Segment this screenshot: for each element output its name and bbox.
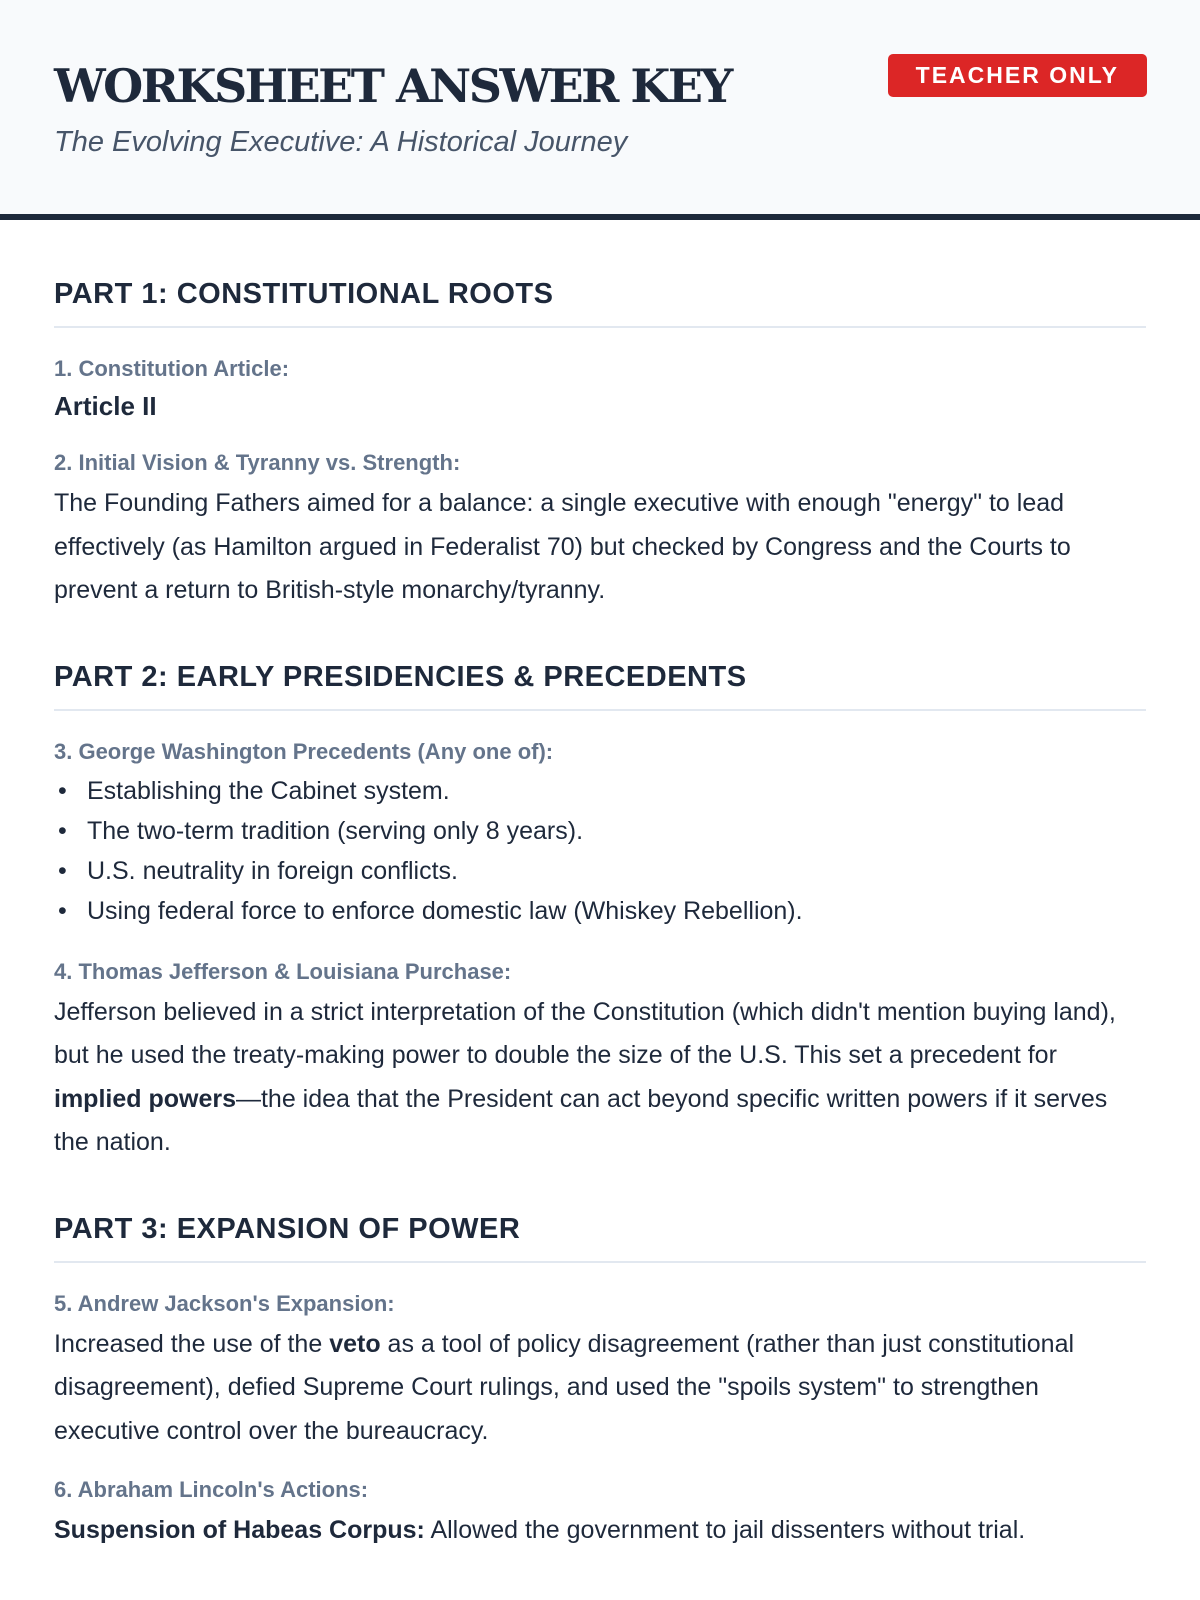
answer-key-content bbox=[0, 220, 1200, 1553]
question-label: 3. George Washington Precedents (Any one of): bbox=[54, 738, 554, 764]
page-subtitle: The Evolving Executive: A Historical Journey bbox=[54, 126, 628, 158]
answer-text: Article II bbox=[54, 391, 157, 421]
answer-emphasis: implied powers bbox=[54, 1084, 236, 1113]
list-item: • Establishing the Cabinet system. bbox=[54, 771, 1146, 811]
part-3-section bbox=[54, 1211, 1146, 1553]
question-label: 4. Thomas Jefferson & Louisiana Purchase: bbox=[54, 958, 512, 984]
part-heading: PART 3: EXPANSION OF POWER bbox=[54, 1211, 1146, 1263]
list-item: • Using federal force to enforce domestic law (Whiskey Rebellion). bbox=[54, 891, 1146, 931]
answer-emphasis: veto bbox=[329, 1329, 381, 1358]
question-label: 6. Abraham Lincoln's Actions: bbox=[54, 1477, 369, 1502]
list-item: • U.S. neutrality in foreign conflicts. bbox=[54, 851, 1146, 891]
answer-emphasis: Suspension of Habeas Corpus: bbox=[54, 1516, 425, 1544]
question-label: 5. Andrew Jackson's Expansion: bbox=[54, 1290, 395, 1316]
answer-text bbox=[54, 1323, 1146, 1454]
page-title: WORKSHEET ANSWER KEY bbox=[54, 59, 731, 113]
teacher-only-badge: TEACHER ONLY bbox=[888, 54, 1147, 97]
part-2-section bbox=[54, 659, 1146, 1165]
answer-text-part: Jefferson believed in a strict interpretation of the Constitution (which didn't mention buying land), but he used the treaty-making power to double the size of the U.S. This set a precedent for bbox=[54, 997, 1116, 1069]
question-label: 1. Constitution Article: bbox=[54, 356, 290, 381]
part-1-section bbox=[54, 276, 1146, 613]
precedent-list bbox=[54, 771, 1146, 931]
answer-text bbox=[54, 991, 1146, 1165]
answer-text: The Founding Fathers aimed for a balance: a single executive with enough "energy" to lead effectively (as Hamilton argued in Federalist 70) but checked by Congress and the Courts to prevent a return to British-style monarchy/tyranny. bbox=[54, 489, 1071, 604]
page-header bbox=[0, 0, 1200, 220]
list-item: • The two-term tradition (serving only 8 years). bbox=[54, 811, 1146, 851]
answer-text-part: as a tool of policy disagreement (rather than just constitutional disagreement), defied Supreme Court rulings, and used the "spoils system" to strengthen executive control over the bureaucracy. bbox=[54, 1329, 1075, 1445]
answer-text-part: —the idea that the President can act beyond specific written powers if it serves the nation. bbox=[54, 1084, 1108, 1156]
question-label: 2. Initial Vision & Tyranny vs. Strength: bbox=[54, 450, 461, 475]
answer-text bbox=[54, 1509, 1146, 1553]
answer-text-part: Increased the use of the bbox=[54, 1329, 330, 1358]
part-heading: PART 2: EARLY PRESIDENCIES & PRECEDENTS bbox=[54, 659, 1146, 711]
part-heading: PART 1: CONSTITUTIONAL ROOTS bbox=[54, 276, 1146, 328]
answer-text-part: Allowed the government to jail dissenters without trial. bbox=[424, 1516, 1026, 1544]
